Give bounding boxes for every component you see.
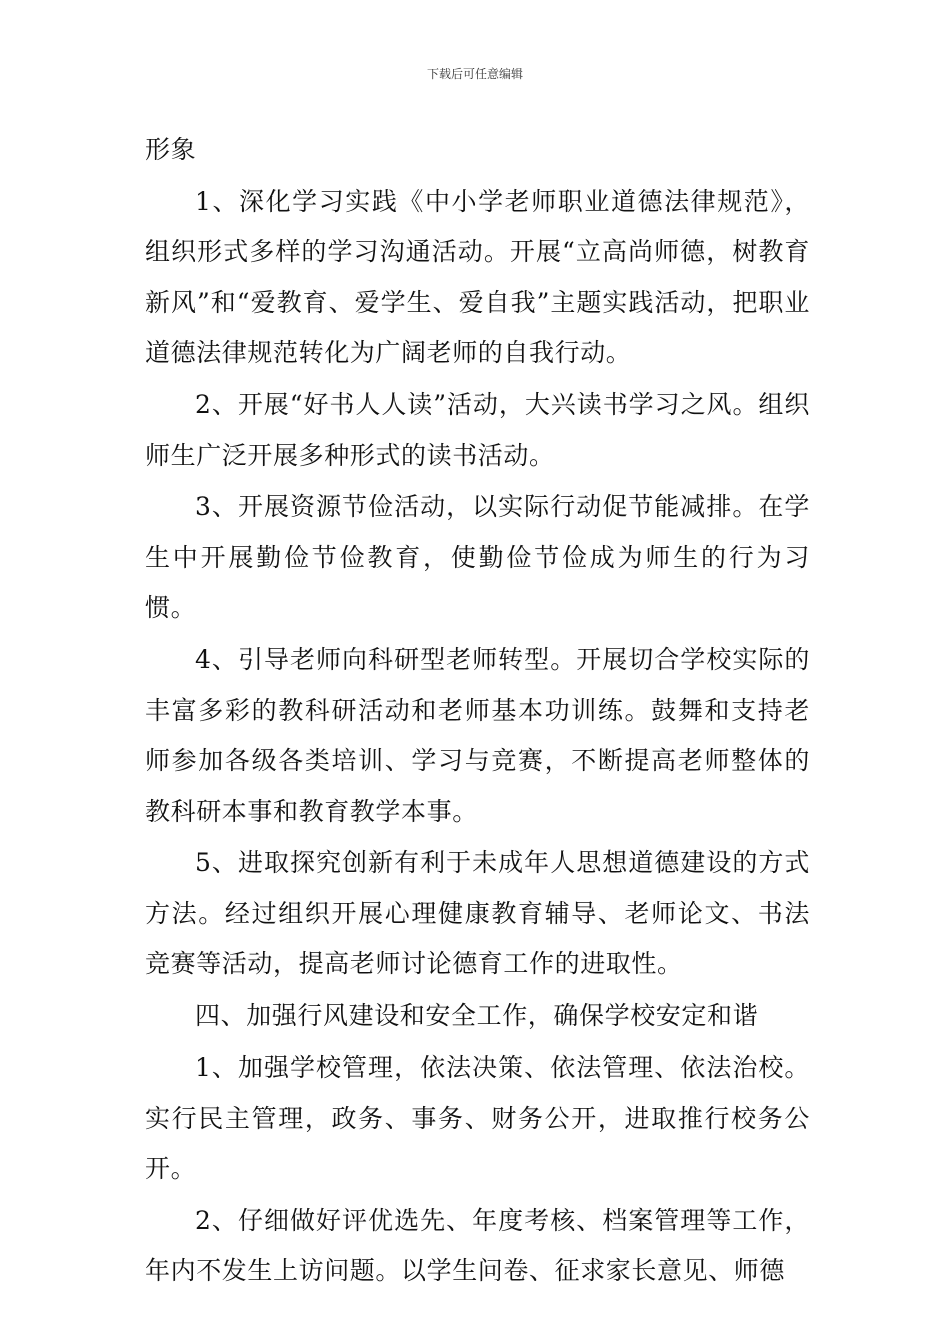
paragraph-item-1: 1、深化学习实践《中小学老师职业道德法律规范》，组织形式多样的学习沟通活动。开展“立高尚师德，树教育新风”和“爱教育、爱学生、爱自我”主题实践活动，把职业道德法律规范转化为广阔老师的自我行动。 (145, 186, 810, 368)
paragraph-item-5: 5、进取探究创新有利于未成年人思想道德建设的方式方法。经过组织开展心理健康教育辅导、老师论文、书法竞赛等活动，提高老师讨论德育工作的进取性。 (145, 848, 810, 979)
paragraph-section4-item-1: 1、加强学校管理，依法决策、依法管理、依法治校。实行民主管理，政务、事务、财务公开，进取推行校务公开。 (145, 1053, 810, 1184)
document-body (145, 125, 810, 1298)
section-heading-4: 四、加强行风建设和安全工作，确保学校安定和谐 (195, 1001, 759, 1031)
paragraph-continuation: 形象 (145, 135, 197, 164)
page-header: 下载后可任意编辑 (426, 67, 523, 81)
paragraph-item-2: 2、开展“好书人人读”活动，大兴读书学习之风。组织师生广泛开展多种形式的读书活动。 (145, 390, 810, 470)
paragraph-section4-item-2: 2、仔细做好评优选先、年度考核、档案管理等工作，年内不发生上访问题。以学生问卷、征求家长意见、师德 (145, 1205, 810, 1286)
paragraph-item-3: 3、开展资源节俭活动，以实际行动促节能减排。在学生中开展勤俭节俭教育，使勤俭节俭成为师生的行为习惯。 (145, 492, 810, 623)
paragraph-item-4: 4、引导老师向科研型老师转型。开展切合学校实际的丰富多彩的教科研活动和老师基本功训练。鼓舞和支持老师参加各级各类培训、学习与竞赛，不断提高老师整体的教科研本事和教育教学本事。 (145, 645, 810, 826)
